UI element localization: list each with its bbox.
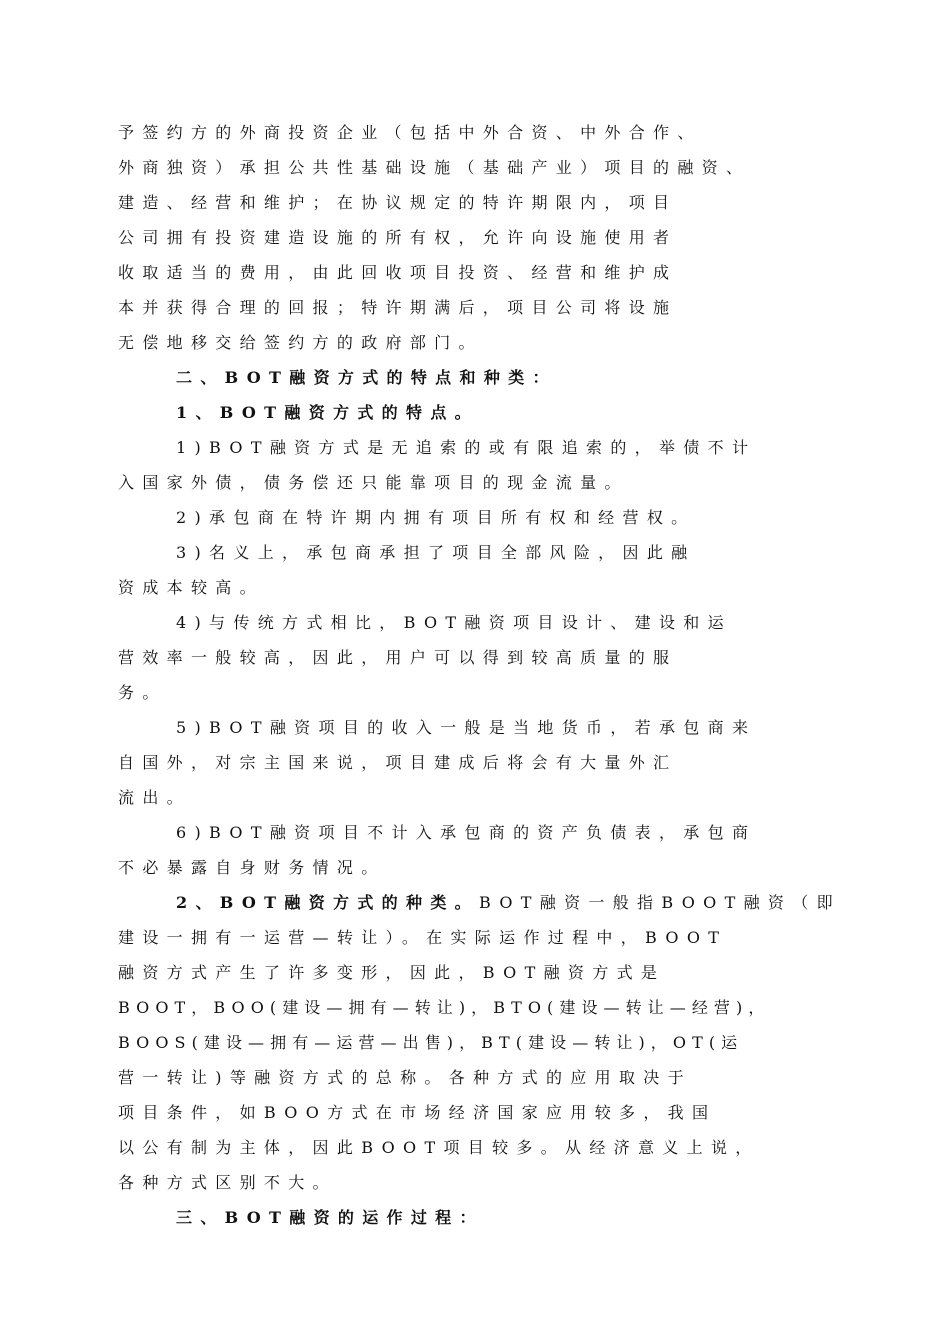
body-line: 以公有制为主体，因此BOOT项目较多。从经济意义上说，	[118, 1138, 760, 1157]
section-heading: 三、BOT融资的运作过程：	[176, 1208, 484, 1227]
section-heading: 二、BOT融资方式的特点和种类：	[176, 368, 557, 387]
list-item: 2)承包商在特许期内拥有项目所有权和经营权。	[176, 508, 696, 527]
body-line: 建设一拥有一运营—转让）。在实际运作过程中，BOOT	[118, 928, 728, 947]
subsection-heading: 1、BOT融资方式的特点。	[176, 403, 479, 422]
body-line: 项目条件，如BOO方式在市场经济国家应用较多，我国	[118, 1103, 717, 1122]
body-line: 不必暴露自身财务情况。	[118, 858, 386, 877]
body-line: BOOS(建设—拥有—运营—出售)，BT(建设—转让)，OT(运	[118, 1033, 744, 1052]
body-line: 外商独资）承担公共性基础设施（基础产业）项目的融资、	[118, 158, 751, 177]
body-line: 资成本较高。	[118, 578, 264, 597]
body-line: BOOT，BOO(建设—拥有—转让)，BTO(建设—转让—经营)，	[118, 998, 771, 1017]
list-item: 5)BOT融资项目的收入一般是当地货币，若承包商来	[176, 718, 757, 737]
body-line: 务。	[118, 683, 167, 702]
body-line: 予签约方的外商投资企业（包括中外合资、中外合作、	[118, 123, 702, 142]
body-line: 本并获得合理的回报；特许期满后，项目公司将设施	[118, 298, 678, 317]
body-line: 收取适当的费用，由此回收项目投资、经营和维护成	[118, 263, 678, 282]
subsection-heading: 2、BOT融资方式的种类。	[176, 893, 479, 912]
body-line: 流出。	[118, 788, 191, 807]
list-item: 1)BOT融资方式是无追索的或有限追索的，举债不计	[176, 438, 757, 457]
list-item: 6)BOT融资项目不计入承包商的资产负债表，承包商	[176, 823, 757, 842]
body-line: 营一转让)等融资方式的总称。各种方式的应用取决于	[118, 1068, 692, 1087]
body-line: 自国外，对宗主国来说，项目建成后将会有大量外汇	[118, 753, 678, 772]
list-item: 3)名义上，承包商承担了项目全部风险，因此融	[176, 543, 696, 562]
body-line: 建造、经营和维护；在协议规定的特许期限内，项目	[118, 193, 678, 212]
body-line: 公司拥有投资建造设施的所有权，允许向设施使用者	[118, 228, 678, 247]
subsection-line	[176, 893, 841, 913]
body-text: BOT融资一般指BOOT融资（即	[478, 893, 841, 912]
list-item: 4)与传统方式相比，BOT融资项目设计、建设和运	[176, 613, 732, 632]
body-line: 无偿地移交给签约方的政府部门。	[118, 333, 483, 352]
body-line: 入国家外债，债务偿还只能靠项目的现金流量。	[118, 473, 629, 492]
body-line: 营效率一般较高，因此，用户可以得到较高质量的服	[118, 648, 678, 667]
body-line: 各种方式区别不大。	[118, 1173, 337, 1192]
body-line: 融资方式产生了许多变形，因此，BOT融资方式是	[118, 963, 666, 982]
